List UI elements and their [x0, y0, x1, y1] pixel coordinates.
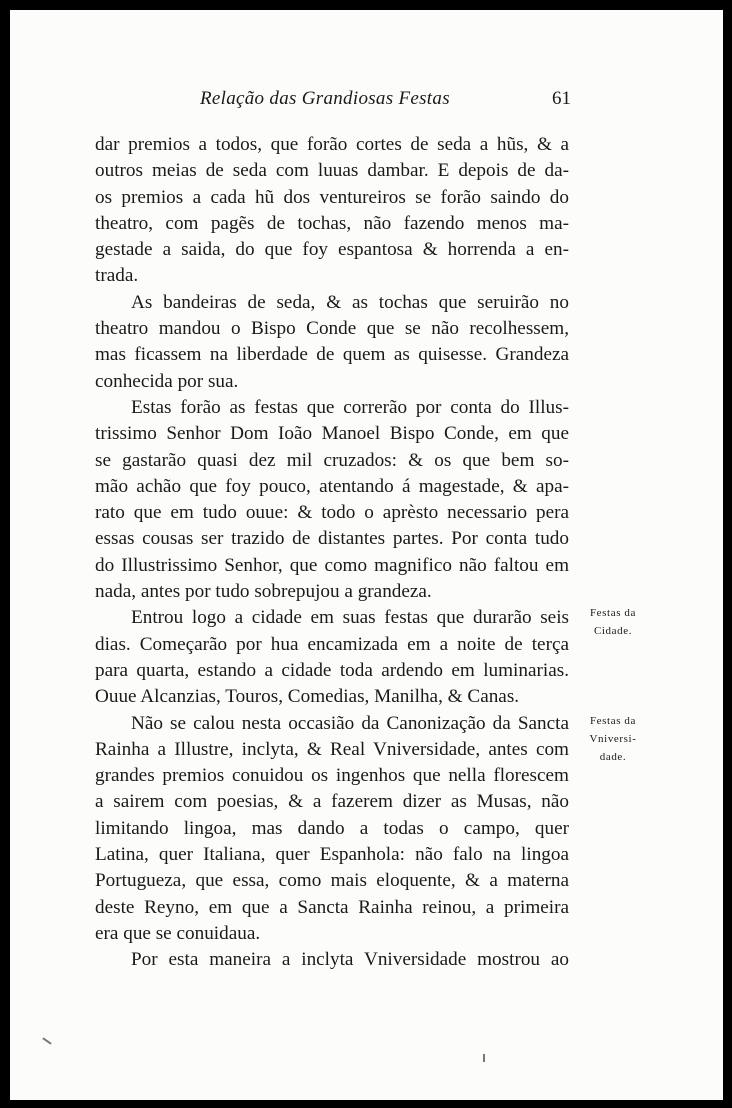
text-line: do Illustrissimo Senhor, que como magnifico não faltou em: [95, 554, 569, 576]
scan-speck: [483, 1054, 485, 1062]
text-line: se gastarão quasi dez mil cruzados: & os que bem so-: [95, 449, 569, 471]
text-line: As bandeiras de seda, & as tochas que seruirão no: [131, 291, 569, 313]
page-number: 61: [552, 88, 571, 109]
text-line: mas ficassem na liberdade de quem as quisesse. Grandeza: [95, 344, 569, 366]
margin-note-festas-cidade: [578, 604, 648, 640]
text-line: Entrou logo a cidade em suas festas que durarão seis: [131, 607, 569, 629]
text-line: nada, antes por tudo sobrepujou a grandeza.: [95, 581, 432, 603]
text-line: theatro, com pagẽs de tochas, não fazendo menos ma-: [95, 212, 569, 234]
margin-note-line: Festas da: [589, 715, 637, 727]
text-line: rato que em tudo ouue: & todo o aprèsto necessario pera: [95, 502, 569, 524]
margin-note-line: Vniversi-: [589, 733, 637, 745]
book-page: [10, 10, 723, 1100]
text-line: os premios a cada hũ dos ventureiros se forão saindo do: [95, 186, 569, 208]
text-line: gestade a saida, do que foy espantosa & horrenda a en-: [95, 239, 569, 261]
text-line: Por esta maneira a inclyta Vniversidade mostrou ao: [131, 949, 569, 971]
text-line: conhecida por sua.: [95, 370, 239, 392]
text-line: Portugueza, que essa, como mais eloquente, & a materna: [95, 870, 569, 892]
page-header: [10, 88, 723, 112]
text-line: essas cousas ser trazido de distantes partes. Por conta tudo: [95, 528, 569, 550]
margin-note-festas-vniversidade: [578, 712, 648, 766]
text-line: a sairem com poesias, & a fazerem dizer as Musas, não: [95, 791, 569, 813]
text-line: mão achão que foy pouco, atentando á magestade, & apa-: [95, 475, 569, 497]
text-line: grandes premios conuidou os ingenhos que nella florescem: [95, 765, 569, 787]
text-line: para quarta, estando a cidade toda ardendo em luminarias.: [95, 659, 569, 681]
text-line: Latina, quer Italiana, quer Espanhola: não falo na lingoa: [95, 844, 569, 866]
scan-speck: [42, 1037, 51, 1044]
margin-note-line: dade.: [599, 751, 627, 763]
text-line: theatro mandou o Bispo Conde que se não recolhessem,: [95, 318, 569, 340]
text-line: limitando lingoa, mas dando a todas o campo, quer: [95, 817, 569, 839]
margin-note-line: Festas da: [589, 607, 637, 619]
text-line: dias. Começarão por hua encamizada em a noite de terça: [95, 633, 569, 655]
text-line: Rainha a Illustre, inclyta, & Real Vniversidade, antes com: [95, 738, 569, 760]
text-line: trissimo Senhor Dom Ioão Manoel Bispo Conde, em que: [95, 423, 569, 445]
text-line: trada.: [95, 265, 139, 287]
text-line: deste Reyno, em que a Sancta Rainha reinou, a primeira: [95, 896, 569, 918]
text-line: Estas forão as festas que correrão por conta do Illus-: [131, 396, 569, 418]
text-line: era que se conuidaua.: [95, 922, 261, 944]
text-line: Não se calou nesta occasião da Canonização da Sancta: [131, 712, 569, 734]
text-line: outros meias de seda com luuas dambar. E depois de da-: [95, 160, 569, 182]
text-line: Ouue Alcanzias, Touros, Comedias, Manilha, & Canas.: [95, 686, 520, 708]
margin-note-line: Cidade.: [593, 625, 633, 637]
running-title: Relação das Grandiosas Festas: [200, 88, 450, 109]
text-line: dar premios a todos, que forão cortes de seda a hũs, & a: [95, 134, 569, 155]
body-text: [95, 132, 569, 974]
